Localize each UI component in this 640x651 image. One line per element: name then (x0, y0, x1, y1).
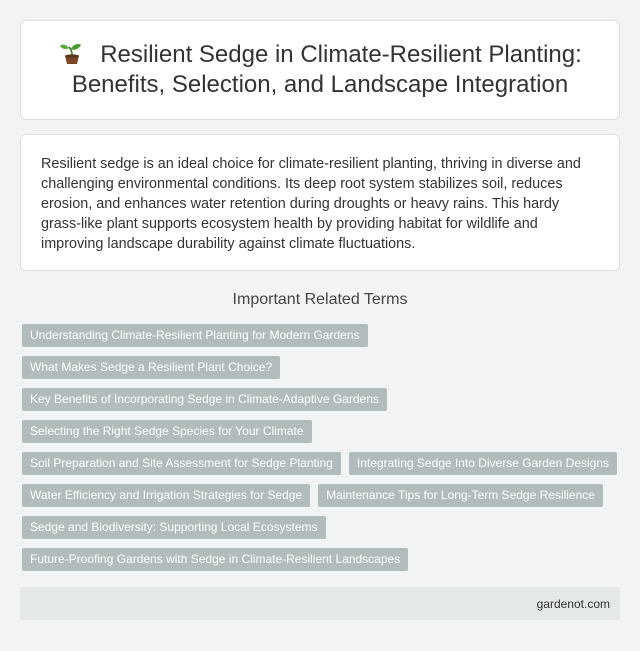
page-title-text: Resilient Sedge in Climate-Resilient Planting: Benefits, Selection, and Landscape Integration (71, 41, 582, 98)
summary-text: Resilient sedge is an ideal choice for climate-resilient planting, thriving in diverse and challenging environmental conditions. Its deep root system stabilizes soil, reduces erosion, and enhances water retention during droughts or heavy rains. This hardy grass-like plant supports ecosystem health by providing habitat for wildlife and improving landscape durability against climate fluctuations. (41, 156, 581, 252)
related-term-tag[interactable]: Key Benefits of Incorporating Sedge in Climate-Adaptive Gardens (22, 388, 387, 411)
related-term-tag[interactable]: Soil Preparation and Site Assessment for Sedge Planting (22, 452, 341, 475)
related-terms-heading: Important Related Terms (232, 291, 408, 308)
seedling-icon (58, 41, 86, 65)
related-term-tag[interactable]: Water Efficiency and Irrigation Strategies for Sedge (22, 484, 310, 507)
related-term-tag[interactable]: Understanding Climate-Resilient Planting for Modern Gardens (22, 324, 368, 347)
related-term-tag[interactable]: Selecting the Right Sedge Species for Your Climate (22, 420, 312, 443)
related-term-tag[interactable]: Sedge and Biodiversity: Supporting Local Ecosystems (22, 516, 326, 539)
related-term-tag[interactable]: Maintenance Tips for Long-Term Sedge Resilience (318, 484, 603, 507)
footer-site-link[interactable]: gardenot.com (536, 596, 610, 611)
related-terms-list (22, 324, 622, 571)
footer (20, 587, 620, 620)
related-term-tag[interactable]: Integrating Sedge Into Diverse Garden Designs (349, 452, 617, 475)
title-card (20, 20, 620, 120)
page-title (37, 40, 603, 100)
summary-card (20, 134, 620, 271)
related-term-tag[interactable]: Future-Proofing Gardens with Sedge in Climate-Resilient Landscapes (22, 548, 408, 571)
related-term-tag[interactable]: What Makes Sedge a Resilient Plant Choice? (22, 356, 280, 379)
